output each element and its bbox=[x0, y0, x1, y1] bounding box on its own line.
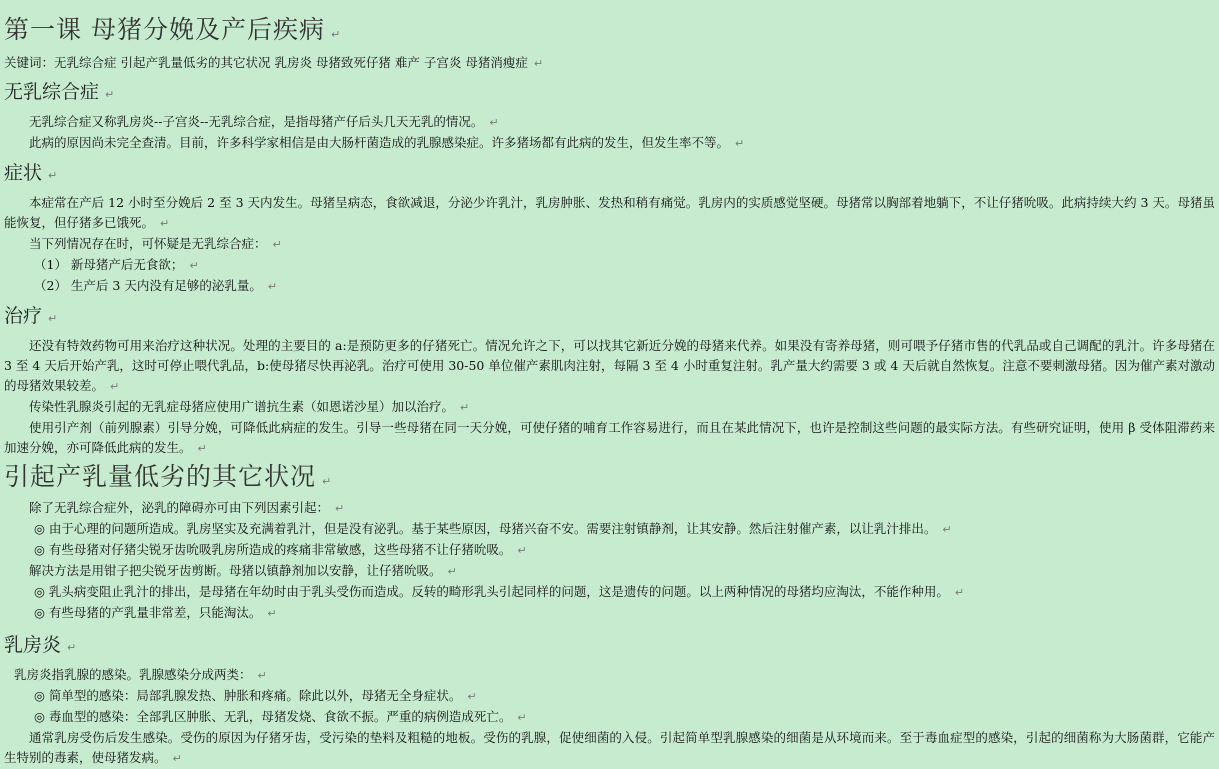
paragraph-mark-icon: ↵ bbox=[335, 502, 345, 515]
paragraph-mark-icon: ↵ bbox=[189, 259, 199, 272]
paragraph-mark-icon: ↵ bbox=[172, 752, 182, 765]
list-item: ◎ 有些母猪的产乳量非常差，只能淘汰。 ↵ bbox=[34, 605, 277, 620]
list-item: （2） 生产后 3 天内没有足够的泌乳量。 ↵ bbox=[34, 278, 278, 293]
paragraph-mark-icon: ↵ bbox=[257, 669, 267, 682]
paragraph: 还没有特效药物可用来治疗这种状况。处理的主要目的 a:是预防更多的仔猪死亡。情况允许之下，可以找其它新近分娩的母猪来代养。如果没有寄养母猪，则可喂予仔猪市售的代乳品或自己调配的乳汁。许多母猪在 3 至 4 天后开始产乳，这时可停止喂代乳品，b:使母猪尽快再泌乳。治疗可使用 30-50 单位催产素肌肉注射，每隔 3 至 4 小时重复注射。乳产量大约需要 3 或 4 天后就自然恢复。注意不要刺激母猪。因为催产素对激动的母猪效果较差。 ↵ bbox=[4, 338, 1215, 393]
paragraph-mark-icon: ↵ bbox=[533, 57, 544, 70]
paragraph-mark-icon: ↵ bbox=[942, 523, 952, 536]
list-item: ◎ 毒血型的感染：全部乳区肿胀、无乳，母猪发烧、食欲不振。严重的病例造成死亡。 ↵ bbox=[34, 709, 527, 724]
paragraph-mark-icon: ↵ bbox=[517, 544, 527, 557]
paragraph-mark-icon: ↵ bbox=[735, 137, 745, 150]
list-item: ◎ 简单型的感染：局部乳腺发热、肿胀和疼痛。除此以外，母猪无全身症状。 ↵ bbox=[34, 688, 477, 703]
paragraph: 使用引产剂（前列腺素）引导分娩，可降低此病症的发生。引导一些母猪在同一天分娩，可使仔猪的哺育工作容易进行，而且在某此情况下，也许是控制这些问题的最实际方法。有些研究证明，使用 β 受体阻滞药来加速分娩，亦可降低此病的发生。 ↵ bbox=[4, 420, 1215, 455]
paragraph-mark-icon: ↵ bbox=[48, 312, 58, 325]
paragraph: 传染性乳腺炎引起的无乳症母猪应使用广谱抗生素（如恩诺沙星）加以治疗。 ↵ bbox=[29, 399, 470, 414]
paragraph-mark-icon: ↵ bbox=[105, 88, 115, 101]
paragraph: 无乳综合症又称乳房炎--子宫炎--无乳综合症，是指母猪产仔后头几天无乳的情况。 ↵ bbox=[29, 114, 499, 129]
section-heading-mastitis: 乳房炎 ↵ bbox=[4, 634, 77, 656]
section-heading-symptoms: 症状 ↵ bbox=[4, 162, 58, 184]
list-item: （1） 新母猪产后无食欲； ↵ bbox=[34, 257, 199, 272]
paragraph-mark-icon: ↵ bbox=[489, 116, 499, 129]
paragraph-mark-icon: ↵ bbox=[197, 442, 207, 455]
paragraph: 通常乳房受伤后发生感染。受伤的原因为仔猪牙齿，受污染的垫料及粗糙的地板。受伤的乳腺，促使细菌的入侵。引起简单型乳腺感染的细菌是从环境而来。至于毒血症型的感染，引起的细菌称为大肠菌群，它能产生特别的毒素，使母猪发病。 ↵ bbox=[4, 730, 1215, 765]
keywords-line: 关键词：无乳综合症 引起产乳量低劣的其它状况 乳房炎 母猪致死仔猪 难产 子宫炎 母猪消瘦症 ↵ bbox=[4, 55, 544, 70]
paragraph-mark-icon: ↵ bbox=[267, 280, 278, 293]
paragraph-mark-icon: ↵ bbox=[160, 217, 170, 230]
paragraph: 除了无乳综合症外，泌乳的障碍亦可由下列因素引起： ↵ bbox=[29, 500, 345, 515]
list-item: ◎ 乳头病变阻止乳汁的排出，是母猪在年幼时由于乳头受伤而造成。反转的畸形乳头引起同样的问题，这是遗传的问题。以上两种情况的母猪均应淘汰，不能作种用。 ↵ bbox=[34, 584, 965, 599]
document-title: 第一课 母猪分娩及产后疾病 ↵ bbox=[4, 15, 342, 44]
section-heading-agalactia: 无乳综合症 ↵ bbox=[4, 81, 115, 103]
paragraph: 此病的原因尚未完全查清。目前，许多科学家相信是由大肠杆菌造成的乳腺感染症。许多猪场都有此病的发生，但发生率不等。 ↵ bbox=[29, 135, 745, 150]
paragraph-mark-icon: ↵ bbox=[48, 169, 58, 182]
paragraph-mark-icon: ↵ bbox=[110, 380, 120, 393]
paragraph: 解决方法是用钳子把尖锐牙齿剪断。母猪以镇静剂加以安静，让仔猪吮吸。 ↵ bbox=[29, 563, 457, 578]
paragraph-mark-icon: ↵ bbox=[954, 586, 965, 599]
paragraph-mark-icon: ↵ bbox=[67, 641, 77, 654]
paragraph: 当下列情况存在时，可怀疑是无乳综合症： ↵ bbox=[29, 236, 282, 251]
list-item: ◎ 有些母猪对仔猪尖锐牙齿吮吸乳房所造成的疼痛非常敏感，这些母猪不让仔猪吮吸。 ↵ bbox=[34, 542, 527, 557]
paragraph-mark-icon: ↵ bbox=[272, 238, 282, 251]
paragraph-mark-icon: ↵ bbox=[267, 607, 277, 620]
paragraph: 乳房炎指乳腺的感染。乳腺感染分成两类： ↵ bbox=[14, 667, 267, 682]
document-page bbox=[0, 15, 1219, 768]
paragraph-mark-icon: ↵ bbox=[460, 401, 470, 414]
paragraph-mark-icon: ↵ bbox=[322, 475, 333, 488]
section-heading-other-causes: 引起产乳量低劣的其它状况 ↵ bbox=[4, 462, 333, 491]
paragraph-mark-icon: ↵ bbox=[330, 28, 342, 41]
paragraph-mark-icon: ↵ bbox=[447, 565, 457, 578]
paragraph-mark-icon: ↵ bbox=[467, 690, 477, 703]
list-item: ◎ 由于心理的问题所造成。乳房坚实及充满着乳汁，但是没有泌乳。基于某些原因，母猪兴奋不安。需要注射镇静剂，让其安静。然后注射催产素，以让乳汁排出。 ↵ bbox=[34, 521, 952, 536]
paragraph-mark-icon: ↵ bbox=[517, 711, 527, 724]
section-heading-treatment: 治疗 ↵ bbox=[4, 305, 58, 327]
paragraph: 本症常在产后 12 小时至分娩后 2 至 3 天内发生。母猪呈病态，食欲减退，分泌少许乳汁，乳房肿胀、发热和稍有痛觉。乳房内的实质感觉坚硬。母猪常以胸部着地躺下，不让仔猪吮吸。此病持续大约 3 天。母猪虽能恢复，但仔猪多已饿死。 ↵ bbox=[4, 195, 1215, 230]
